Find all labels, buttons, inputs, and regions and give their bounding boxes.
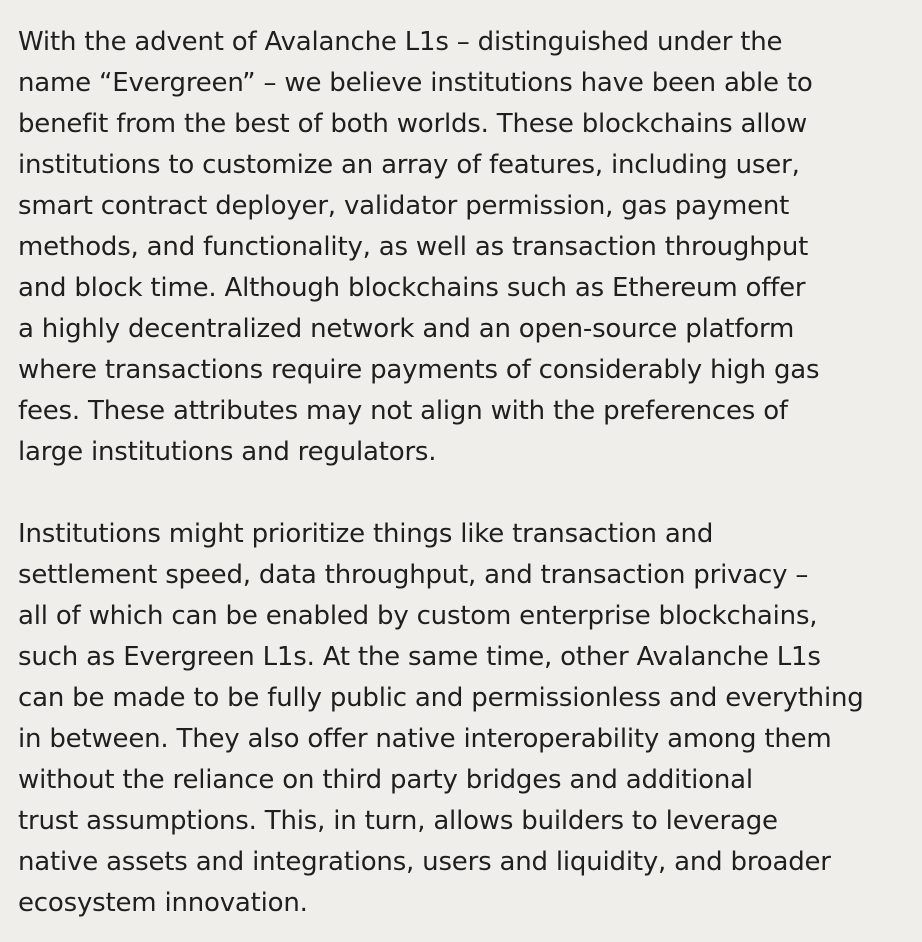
text-line: without the reliance on third party bridges and additional bbox=[18, 765, 753, 795]
text-line: trust assumptions. This, in turn, allows builders to leverage bbox=[18, 806, 778, 836]
text-line: all of which can be enabled by custom enterprise blockchains, bbox=[18, 601, 818, 631]
text-line: large institutions and regulators. bbox=[18, 437, 437, 467]
text-line: methods, and functionality, as well as transaction throughput bbox=[18, 232, 809, 262]
text-line: native assets and integrations, users and liquidity, and broader bbox=[18, 847, 831, 877]
text-line: settlement speed, data throughput, and transaction privacy – bbox=[18, 560, 809, 590]
text-line: benefit from the best of both worlds. These blockchains allow bbox=[18, 109, 808, 139]
text-line: smart contract deployer, validator permission, gas payment bbox=[18, 191, 790, 221]
paragraph-evergreen-intro bbox=[18, 22, 918, 473]
text-line: and block time. Although blockchains such as Ethereum offer bbox=[18, 273, 806, 303]
text-line: in between. They also offer native interoperability among them bbox=[18, 724, 832, 754]
text-line: where transactions require payments of considerably high gas bbox=[18, 355, 820, 385]
text-line: a highly decentralized network and an open-source platform bbox=[18, 314, 795, 344]
text-line: ecosystem innovation. bbox=[18, 888, 308, 918]
text-line: Institutions might prioritize things like transaction and bbox=[18, 519, 714, 549]
text-line: such as Evergreen L1s. At the same time, other Avalanche L1s bbox=[18, 642, 821, 672]
text-line: can be made to be fully public and permissionless and everything bbox=[18, 683, 864, 713]
document-body bbox=[18, 22, 918, 924]
paragraph-institution-priorities bbox=[18, 514, 918, 924]
text-line: With the advent of Avalanche L1s – distinguished under the bbox=[18, 27, 783, 57]
text-line: fees. These attributes may not align with the preferences of bbox=[18, 396, 788, 426]
text-line: institutions to customize an array of features, including user, bbox=[18, 150, 800, 180]
paragraph-spacer bbox=[18, 473, 918, 514]
text-line: name “Evergreen” – we believe institutions have been able to bbox=[18, 68, 813, 98]
